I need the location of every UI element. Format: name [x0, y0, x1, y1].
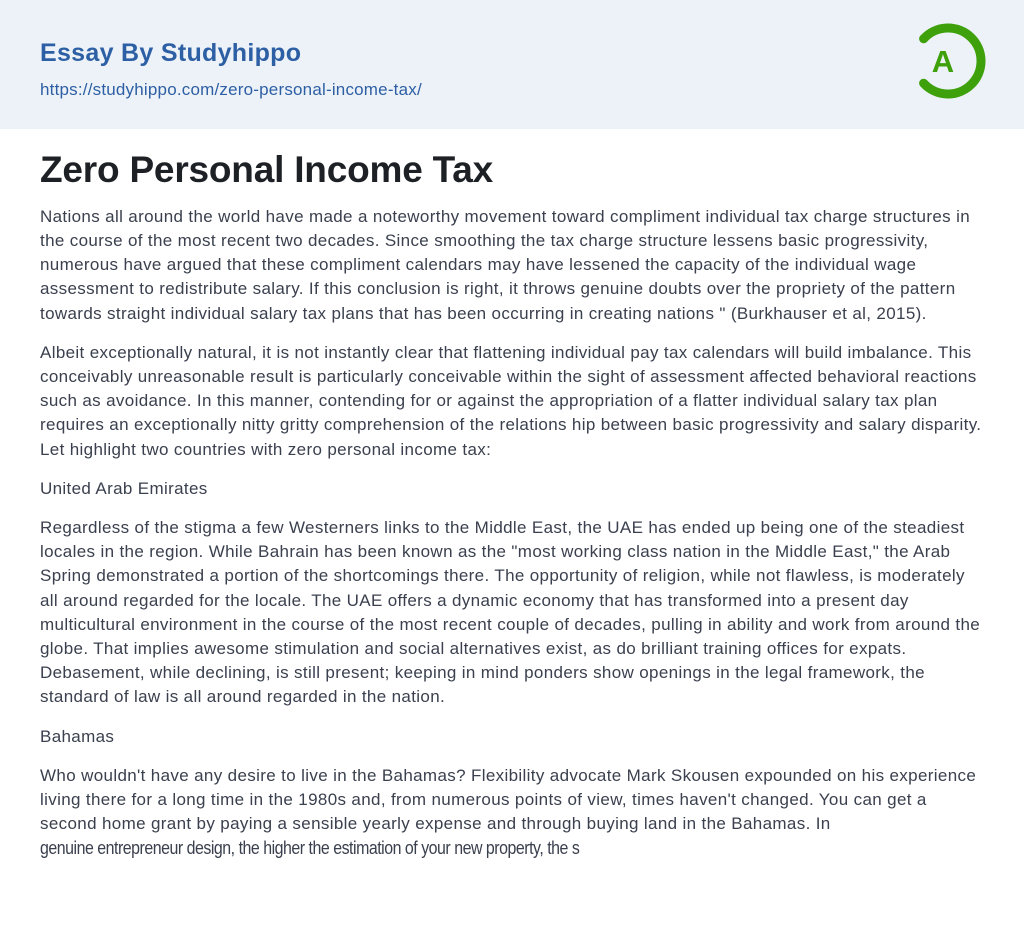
section-heading-bahamas: Bahamas: [40, 726, 115, 746]
header-site-title: Essay By Studyhippo: [40, 39, 302, 67]
section-heading-uae: United Arab Emirates: [40, 478, 208, 498]
paragraph-bahamas: [40, 764, 984, 861]
studyhippo-logo: [908, 21, 988, 101]
logo-letter: A: [931, 44, 955, 79]
paragraph-bahamas-truncated-tail: genuine entrepreneur design, the higher the estimation of your new property, the s: [40, 837, 580, 859]
paragraph-intro-2: Albeit exceptionally natural, it is not instantly clear that flattening individual pay tax calendars will build imbalance. This conceivably unreasonable result is particularly conceivable within the sight of assessment affected behavioral reactions such as avoidance. In this manner, contending for or against the appropriation of a flatter individual salary tax plan requires an exceptionally nitty gritty comprehension of the relations hip between basic progressivity and salary disparity. Let highlight two countries with zero personal income tax:: [40, 342, 982, 459]
article-title: Zero Personal Income Tax: [40, 149, 494, 190]
paragraph-uae: Regardless of the stigma a few Westerners links to the Middle East, the UAE has ended up being one of the steadiest locales in the region. While Bahrain has been known as the "most working class nation in the Middle East," the Arab Spring demonstrated a portion of the shortcomings there. The opportunity of religion, while not flawless, is moderately all around regarded for the locale. The UAE offers a dynamic economy that has transformed into a present day multicultural environment in the course of the most recent couple of decades, pulling in ability and work from around the globe. That implies awesome stimulation and social alternatives exist, as do brilliant training offices for expats. Debasement, while declining, is still present; keeping in mind ponders show openings in the legal framework, the standard of law is all around regarded in the nation.: [40, 517, 981, 707]
essay-content: [0, 150, 1024, 861]
page-url-link[interactable]: https://studyhippo.com/zero-personal-income-tax/: [40, 80, 422, 99]
page-header: [0, 0, 1024, 129]
paragraph-intro-1: Nations all around the world have made a noteworthy movement toward compliment individual tax charge structures in the course of the most recent two decades. Since smoothing the tax charge structure lessens basic progressivity, numerous have argued that these compliment calendars may have lessened the capacity of the individual wage assessment to redistribute salary. If this conclusion is right, it throws genuine doubts over the propriety of the pattern towards straight individual salary tax plans that has been occurring in creating nations " (Burkhauser et al, 2015).: [40, 206, 971, 323]
paragraph-bahamas-main: Who wouldn't have any desire to live in the Bahamas? Flexibility advocate Mark Skousen expounded on his experience living there for a long time in the 1980s and, from numerous points of view, times haven't changed. You can get a second home grant by paying a sensible yearly expense and through buying land in the Bahamas. In: [40, 765, 977, 834]
